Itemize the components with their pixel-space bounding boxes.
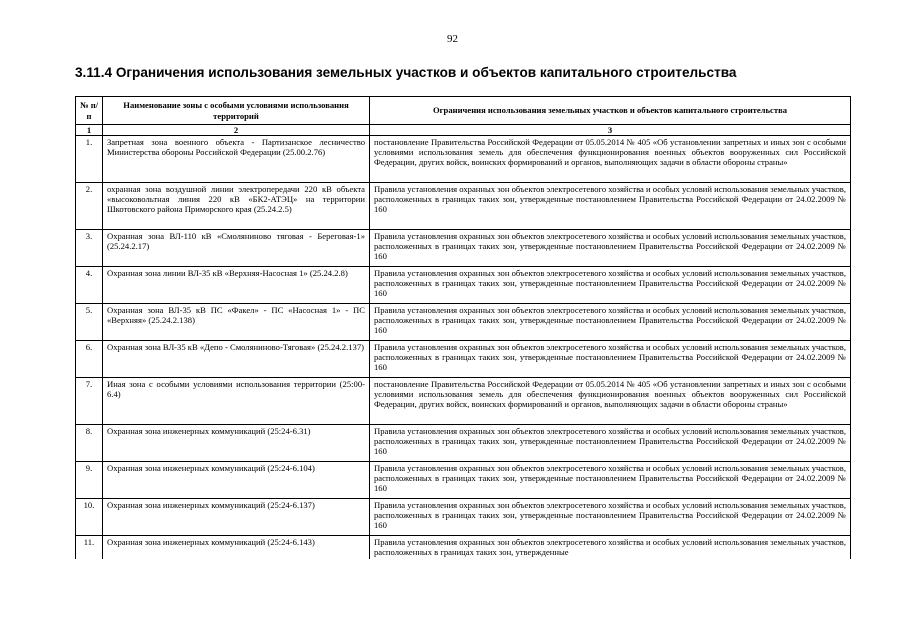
table-row [76, 230, 851, 267]
zone-name: Охранная зона линии ВЛ-35 кВ «Верхняя-Насосная 1» (25.24.2.8) [103, 267, 370, 304]
table-header-row [76, 97, 851, 125]
restriction-text: Правила установления охранных зон объектов электросетевого хозяйства и особых условий использования земельных участков, расположенных в границах таких зон, утвержденные постановлением Правительства Российской Федерации от 24.02.2009 № 160 [370, 499, 851, 536]
table-row [76, 267, 851, 304]
header-restriction: Ограничения использования земельных участков и объектов капитального строительства [370, 97, 851, 125]
header-zone-name: Наименование зоны с особыми условиями использования территорий [103, 97, 370, 125]
row-number: 7. [76, 378, 103, 425]
row-number: 4. [76, 267, 103, 304]
column-number: 3 [370, 125, 851, 136]
restriction-text: Правила установления охранных зон объектов электросетевого хозяйства и особых условий использования земельных участков, расположенных в границах таких зон, утвержденные постановлением Правительства Российской Федерации от 24.02.2009 № 160 [370, 183, 851, 230]
zone-name: Охранная зона инженерных коммуникаций (25:24-6.104) [103, 462, 370, 499]
restriction-text: Правила установления охранных зон объектов электросетевого хозяйства и особых условий использования земельных участков, расположенных в границах таких зон, утвержденные постановлением Правительства Российской Федерации от 24.02.2009 № 160 [370, 341, 851, 378]
column-number: 2 [103, 125, 370, 136]
zone-name: Охранная зона инженерных коммуникаций (25:24-6.143) [103, 536, 370, 560]
row-number: 11. [76, 536, 103, 560]
table-row [76, 183, 851, 230]
row-number: 5. [76, 304, 103, 341]
column-number: 1 [76, 125, 103, 136]
section-title: 3.11.4 Ограничения использования земельных участков и объектов капитального строительства [75, 65, 737, 80]
page-number: 92 [447, 33, 458, 45]
row-number: 9. [76, 462, 103, 499]
table-row [76, 462, 851, 499]
row-number: 8. [76, 425, 103, 462]
table-row [76, 378, 851, 425]
restriction-text: Правила установления охранных зон объектов электросетевого хозяйства и особых условий использования земельных участков, расположенных в границах таких зон, утвержденные постановлением Правительства Российской Федерации от 24.02.2009 № 160 [370, 267, 851, 304]
row-number: 1. [76, 136, 103, 183]
table-row [76, 304, 851, 341]
restrictions-table [75, 96, 851, 559]
table-row [76, 136, 851, 183]
zone-name: Охранная зона ВЛ-110 кВ «Смоляниново тяговая - Береговая-1» (25.24.2.17) [103, 230, 370, 267]
zone-name: Охранная зона ВЛ-35 кВ «Депо - Смоляниново-Тяговая» (25.24.2.137) [103, 341, 370, 378]
row-number: 2. [76, 183, 103, 230]
row-number: 6. [76, 341, 103, 378]
row-number: 10. [76, 499, 103, 536]
zone-name: Охранная зона инженерных коммуникаций (25:24-6.137) [103, 499, 370, 536]
row-number: 3. [76, 230, 103, 267]
zone-name: охранная зона воздушной линии электропередачи 220 кВ объекта «высоковольтная линия 220 кВ «БК2-АТЭЦ» на территории Шкотовского района Приморского края (25.24.2.5) [103, 183, 370, 230]
table-row [76, 341, 851, 378]
header-num: № п/п [76, 97, 103, 125]
zone-name: Охранная зона ВЛ-35 кВ ПС «Факел» - ПС «Насосная 1» - ПС «Верхняя» (25.24.2.138) [103, 304, 370, 341]
restriction-text: Правила установления охранных зон объектов электросетевого хозяйства и особых условий использования земельных участков, расположенных в границах таких зон, утвержденные [370, 536, 851, 560]
zone-name: Иная зона с особыми условиями использования территории (25:00-6.4) [103, 378, 370, 425]
table-row [76, 499, 851, 536]
zone-name: Запретная зона военного объекта - Партизанское лесничество Министерства обороны Российской Федерации (25.00.2.76) [103, 136, 370, 183]
column-number-row [76, 125, 851, 136]
restriction-text: Правила установления охранных зон объектов электросетевого хозяйства и особых условий использования земельных участков, расположенных в границах таких зон, утвержденные постановлением Правительства Российской Федерации от 24.02.2009 № 160 [370, 425, 851, 462]
restriction-text: Правила установления охранных зон объектов электросетевого хозяйства и особых условий использования земельных участков, расположенных в границах таких зон, утвержденные постановлением Правительства Российской Федерации от 24.02.2009 № 160 [370, 304, 851, 341]
table-row [76, 536, 851, 560]
restriction-text: Правила установления охранных зон объектов электросетевого хозяйства и особых условий использования земельных участков, расположенных в границах таких зон, утвержденные постановлением Правительства Российской Федерации от 24.02.2009 № 160 [370, 230, 851, 267]
table-row [76, 425, 851, 462]
zone-name: Охранная зона инженерных коммуникаций (25:24-6.31) [103, 425, 370, 462]
restriction-text: Правила установления охранных зон объектов электросетевого хозяйства и особых условий использования земельных участков, расположенных в границах таких зон, утвержденные постановлением Правительства Российской Федерации от 24.02.2009 № 160 [370, 462, 851, 499]
restriction-text: постановление Правительства Российской Федерации от 05.05.2014 № 405 «Об установлении запретных и иных зон с особыми условиями использования земель для обеспечения функционирования военных объектов вооруженных сил Российской Федерации, других войск, воинских формирований и органов, выполняющих задачи в области обороны страны» [370, 378, 851, 425]
restriction-text: постановление Правительства Российской Федерации от 05.05.2014 № 405 «Об установлении запретных и иных зон с особыми условиями использования земель для обеспечения функционирования военных объектов вооруженных сил Российской Федерации, других войск, воинских формирований и органов, выполняющих задачи в области обороны страны» [370, 136, 851, 183]
